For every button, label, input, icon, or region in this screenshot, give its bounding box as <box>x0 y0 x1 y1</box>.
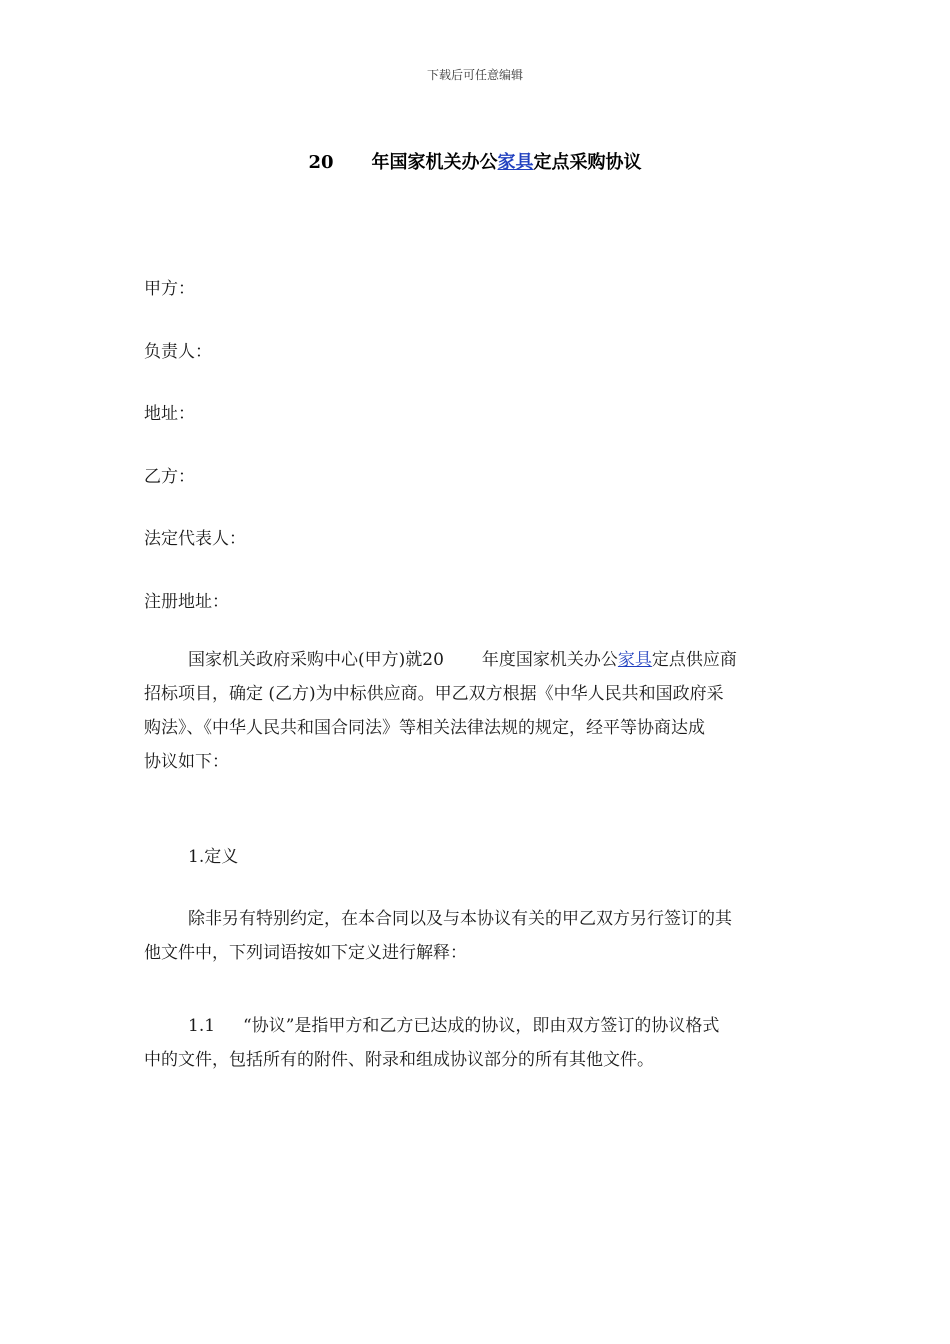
definitions-line-1: 除非另有特别约定，在本合同以及与本协议有关的甲乙双方另行签订的其 <box>188 909 732 929</box>
intro-text-c: 定点供应商 <box>651 650 737 670</box>
intro-line-2: 招标项目，确定 (乙方)为中标供应商。甲乙双方根据《中华人民共和国政府采 <box>144 684 724 704</box>
intro-line-1 <box>144 643 808 677</box>
legal-representative-label: 法定代表人： <box>144 529 246 549</box>
definitions-line-2: 他文件中，下列词语按如下定义进行解释： <box>144 943 467 963</box>
intro-line-3: 购法》、《中华人民共和国合同法》等相关法律法规的规定，经平等协商达成 <box>144 718 705 738</box>
document-title <box>0 148 950 174</box>
title-furniture-link[interactable]: 家具 <box>497 152 534 173</box>
address-label: 地址： <box>144 404 195 424</box>
party-b-label: 乙方： <box>144 467 195 487</box>
intro-paragraph <box>144 643 808 779</box>
section-1-heading <box>144 840 808 874</box>
registered-address-label: 注册地址： <box>144 592 229 612</box>
title-year: 20 <box>308 152 334 173</box>
clause-1-1-paragraph <box>144 1009 808 1077</box>
header-note: 下载后可任意编辑 <box>426 68 523 82</box>
clause-1-1-text: “协议”是指甲方和乙方已达成的协议，即由双方签订的协议格式 <box>243 1016 720 1036</box>
title-part2: 定点采购协议 <box>533 152 642 173</box>
responsible-person-label: 负责人： <box>144 342 212 362</box>
clause-1-1-number: 1.1 <box>188 1016 216 1036</box>
title-part1: 年国家机关办公 <box>371 152 498 173</box>
intro-text-b: 年度国家机关办公 <box>481 650 618 670</box>
intro-line-4: 协议如下： <box>144 752 229 772</box>
intro-furniture-link[interactable]: 家具 <box>617 650 652 670</box>
party-a-label: 甲方： <box>144 279 195 299</box>
clause-1-1-line-1 <box>144 1009 808 1043</box>
clause-1-1-line-2: 中的文件，包括所有的附件、附录和组成协议部分的所有其他文件。 <box>144 1050 654 1070</box>
definitions-intro-paragraph <box>144 902 808 970</box>
section-1-heading-text: 1.定义 <box>188 847 239 867</box>
intro-text-a: 国家机关政府采购中心(甲方)就20 <box>188 650 444 670</box>
